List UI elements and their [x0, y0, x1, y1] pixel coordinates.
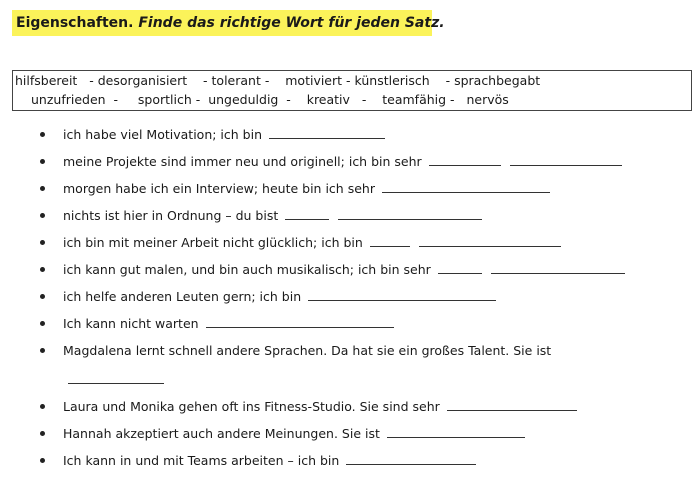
- answer-blank[interactable]: [370, 234, 410, 247]
- bullet-icon: [40, 267, 45, 272]
- bullet-icon: [40, 348, 45, 353]
- exercise-text: morgen habe ich ein Interview; heute bin ich sehr: [63, 181, 375, 196]
- exercise-item: [40, 234, 561, 251]
- bullet-icon: [40, 186, 45, 191]
- exercise-item: [40, 315, 394, 332]
- exercise-item: [40, 343, 551, 359]
- bullet-icon: [40, 159, 45, 164]
- answer-blank[interactable]: [419, 234, 561, 247]
- exercise-text: Magdalena lernt schnell andere Sprachen. Da hat sie ein großes Talent. Sie ist: [63, 343, 552, 358]
- answer-blank[interactable]: [447, 398, 577, 411]
- exercise-text: ich helfe anderen Leuten gern; ich bin: [63, 289, 302, 304]
- exercise-text: ich bin mit meiner Arbeit nicht glücklich; ich bin: [63, 235, 363, 250]
- exercise-text: Laura und Monika gehen oft ins Fitness-Studio. Sie sind sehr: [63, 399, 440, 414]
- answer-blank[interactable]: [510, 153, 622, 166]
- bullet-icon: [40, 294, 45, 299]
- answer-blank[interactable]: [382, 180, 550, 193]
- bullet-icon: [40, 321, 45, 326]
- exercise-item: [40, 153, 622, 170]
- title-bold: Eigenschaften.: [16, 15, 134, 31]
- bullet-icon: [40, 404, 45, 409]
- bullet-icon: [40, 458, 45, 463]
- exercise-item: [40, 398, 577, 415]
- bullet-icon: [40, 240, 45, 245]
- exercise-item: [40, 207, 482, 224]
- answer-blank[interactable]: [206, 315, 394, 328]
- exercise-text: Ich kann nicht warten: [63, 316, 199, 331]
- answer-blank[interactable]: [491, 261, 625, 274]
- answer-blank[interactable]: [429, 153, 501, 166]
- bullet-icon: [40, 431, 45, 436]
- answer-blank[interactable]: [338, 207, 482, 220]
- word-bank-line-2: unzufrieden - sportlich - ungeduldig - kreativ - teamfähig - nervös: [31, 92, 509, 107]
- exercise-text: meine Projekte sind immer neu und originell; ich bin sehr: [63, 154, 422, 169]
- exercise-item: [40, 452, 476, 469]
- exercise-item: [40, 261, 625, 278]
- exercise-item: [40, 288, 496, 305]
- exercise-text: nichts ist hier in Ordnung – du bist: [63, 208, 279, 223]
- answer-blank[interactable]: [285, 207, 329, 220]
- exercise-item: [40, 126, 385, 143]
- answer-blank[interactable]: [438, 261, 482, 274]
- answer-blank[interactable]: [387, 425, 525, 438]
- title-instruction: Finde das richtige Wort für jeden Satz.: [138, 15, 445, 31]
- word-bank-line-1: hilfsbereit - desorganisiert - tolerant - motiviert - künstlerisch - sprachbegabt: [15, 73, 541, 88]
- exercise-text: ich habe viel Motivation; ich bin: [63, 127, 262, 142]
- answer-blank[interactable]: [269, 126, 385, 139]
- answer-blank[interactable]: [308, 288, 496, 301]
- exercise-text: Hannah akzeptiert auch andere Meinungen. Sie ist: [63, 426, 380, 441]
- answer-blank[interactable]: [346, 452, 476, 465]
- exercise-item: [40, 425, 525, 442]
- bullet-icon: [40, 213, 45, 218]
- answer-blank[interactable]: [68, 382, 164, 384]
- bullet-icon: [40, 132, 45, 137]
- exercise-text: ich kann gut malen, und bin auch musikalisch; ich bin sehr: [63, 262, 431, 277]
- exercise-text: Ich kann in und mit Teams arbeiten – ich bin: [63, 453, 340, 468]
- exercise-item: [40, 180, 550, 197]
